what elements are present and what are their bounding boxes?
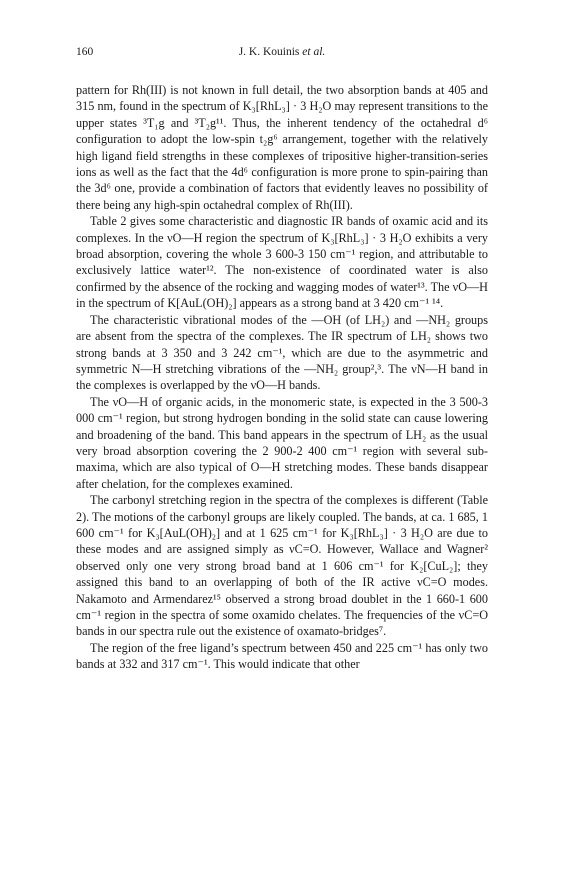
paragraph: The region of the free ligand’s spectrum between 450 and 225 cm⁻¹ has only two bands at 332 and 317 cm⁻¹. This would indicate that other (76, 640, 488, 672)
paragraph: The νO—H of organic acids, in the monomeric state, is expected in the 3 500-3 000 cm⁻¹ region, but strong hydrogen bonding in the solid state can cause lowering and broadening of the band. This band appears in the spectrum of LH₂ as the usual very broad absorption covering the 2 900-2 400 cm⁻¹ region with several sub-maxima, which are also typical of O—H stretching modes. These bands disappear after chelation, for the complexes examined. (76, 394, 488, 491)
page-number: 160 (76, 46, 94, 58)
paragraph: Table 2 gives some characteristic and diagnostic IR bands of oxamic acid and its complexes. In the νO—H region the spectrum of K₃[RhL₃] · 3 H₂O exhibits a very broad absorption, covering the whole 3 600-3 150 cm⁻¹ region, and attributable to exclusively lattice water¹². The non-existence of coordinated water is also confirmed by the absence of the rocking and wagging modes of water¹³. The νO—H in the spectrum of K[AuL(OH)₂] appears as a strong band at 3 420 cm⁻¹ ¹⁴. (76, 214, 488, 311)
page-header (76, 44, 488, 60)
running-head (76, 44, 488, 60)
running-head-author: J. K. Kouinis (238, 46, 303, 58)
running-head-etal: et al. (302, 46, 326, 58)
paragraph: The characteristic vibrational modes of the —OH (of LH₂) and —NH₂ groups are absent from the spectra of the complexes. The IR spectrum of LH₂ shows two strong bands at 3 350 and 3 242 cm⁻¹, which are due to the asymmetric and symmetric N—H stretching vibrations of the —NH₂ group²,³. The νN—H band in the complexes is overlapped by the νO—H bands. (76, 312, 488, 393)
paragraph: The carbonyl stretching region in the spectra of the complexes is different (Table 2). The motions of the carbonyl groups are likely coupled. The bands, at ca. 1 685, 1 600 cm⁻¹ for K₃[AuL(OH)₂] and at 1 625 cm⁻¹ for K₃[RhL₃] · 3 H₂O are due to these modes and are assigned simply as νC=O. However, Wallace and Wagner² observed only one very strong broad band at 1 606 cm⁻¹ for K₂[CuL₂]; they assigned this band to an overlapping of both of the IR active νC=O modes. Nakamoto and Armendarez¹⁵ observed a strong broad doublet in the 1 660-1 600 cm⁻¹ region in the spectra of some oxamido chelates. The frequencies of the νC=O bands in our spectra rule out the existence of oxamato-bridges⁷. (76, 493, 488, 639)
body-text (76, 82, 488, 673)
paragraph: pattern for Rh(III) is not known in full detail, the two absorption bands at 405 and 315 nm, found in the spectrum of K₃[RhL₃] · 3 H₂O may represent transitions to the upper states ³T₁g and ³T₂g¹¹. Thus, the inherent tendency of the octahedral d⁶ configuration to adopt the low-spin t₂g⁶ arrangement, together with the relatively high ligand field strengths in these complexes of tripositive higher-transition-series ions as well as the fact that the 4d⁶ configuration is more prone to spin-pairing than the 3d⁶ one, provide a combination of factors that evidently leaves no possibility of there being any high-spin octahedral complex of Rh(III). (76, 83, 488, 212)
